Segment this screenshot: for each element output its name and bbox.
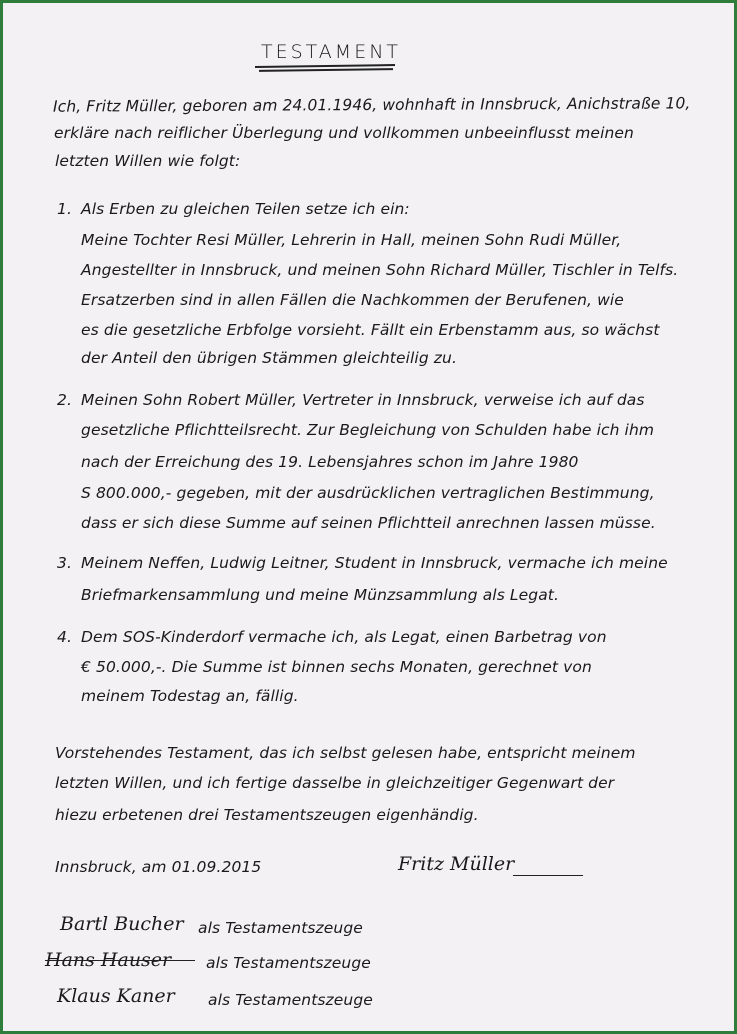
- item-number: 1.: [57, 200, 72, 218]
- testament-page: [3, 3, 734, 1031]
- item-number: 4.: [57, 628, 72, 646]
- title-underline-second: [259, 68, 393, 72]
- closing-line: Vorstehendes Testament, das ich selbst gelesen habe, entspricht meinem: [55, 744, 636, 762]
- item-line: Meinen Sohn Robert Müller, Vertreter in Innsbruck, verweise ich auf das: [81, 391, 645, 409]
- testator-signature: Fritz Müller: [398, 853, 515, 875]
- item-line: Briefmarkensammlung und meine Münzsammlung als Legat.: [81, 586, 560, 604]
- closing-line: letzten Willen, und ich fertige dasselbe in gleichzeitiger Gegenwart der: [55, 774, 615, 792]
- witness-role: als Testamentszeuge: [198, 919, 363, 937]
- signature-flourish: [513, 875, 583, 876]
- item-line: Ersatzerben sind in allen Fällen die Nachkommen der Berufenen, wie: [81, 291, 624, 309]
- item-line: Dem SOS-Kinderdorf vermache ich, als Legat, einen Barbetrag von: [81, 628, 607, 646]
- item-line: gesetzliche Pflichtteilsrecht. Zur Begleichung von Schulden habe ich ihm: [81, 421, 655, 439]
- item-line: S 800.000,- gegeben, mit der ausdrücklichen vertraglichen Bestimmung,: [81, 484, 655, 502]
- signature-strike: [45, 960, 195, 961]
- closing-line: hiezu erbetenen drei Testamentszeugen eigenhändig.: [55, 806, 479, 824]
- intro-line: erkläre nach reiflicher Überlegung und vollkommen unbeeinflusst meinen: [54, 124, 634, 142]
- witness-signature: Klaus Kaner: [57, 985, 175, 1007]
- witness-role: als Testamentszeuge: [206, 954, 371, 972]
- witness-signature: Bartl Bucher: [60, 913, 184, 935]
- item-line: es die gesetzliche Erbfolge vorsieht. Fällt ein Erbenstamm aus, so wächst: [81, 321, 660, 339]
- witness-role: als Testamentszeuge: [208, 991, 373, 1009]
- place-date: Innsbruck, am 01.09.2015: [55, 858, 262, 876]
- item-line: meinem Todestag an, fällig.: [81, 687, 299, 705]
- document-title: TESTAMENT: [261, 41, 402, 63]
- item-number: 2.: [57, 391, 72, 409]
- item-line: nach der Erreichung des 19. Lebensjahres schon im Jahre 1980: [81, 453, 579, 471]
- item-line: Als Erben zu gleichen Teilen setze ich ein:: [81, 200, 410, 218]
- witness-signature: Hans Hauser: [45, 949, 172, 971]
- intro-line: Ich, Fritz Müller, geboren am 24.01.1946, wohnhaft in Innsbruck, Anichstraße 10,: [52, 94, 691, 116]
- item-line: Angestellter in Innsbruck, und meinen Sohn Richard Müller, Tischler in Telfs.: [81, 261, 679, 279]
- intro-line: letzten Willen wie folgt:: [55, 152, 241, 170]
- item-line: dass er sich diese Summe auf seinen Pflichtteil anrechnen lassen müsse.: [81, 514, 656, 532]
- item-line: der Anteil den übrigen Stämmen gleichteilig zu.: [81, 349, 457, 367]
- item-number: 3.: [57, 554, 72, 572]
- item-line: € 50.000,-. Die Summe ist binnen sechs Monaten, gerechnet von: [81, 658, 592, 676]
- item-line: Meinem Neffen, Ludwig Leitner, Student in Innsbruck, vermache ich meine: [81, 554, 668, 572]
- item-line: Meine Tochter Resi Müller, Lehrerin in Hall, meinen Sohn Rudi Müller,: [81, 231, 622, 249]
